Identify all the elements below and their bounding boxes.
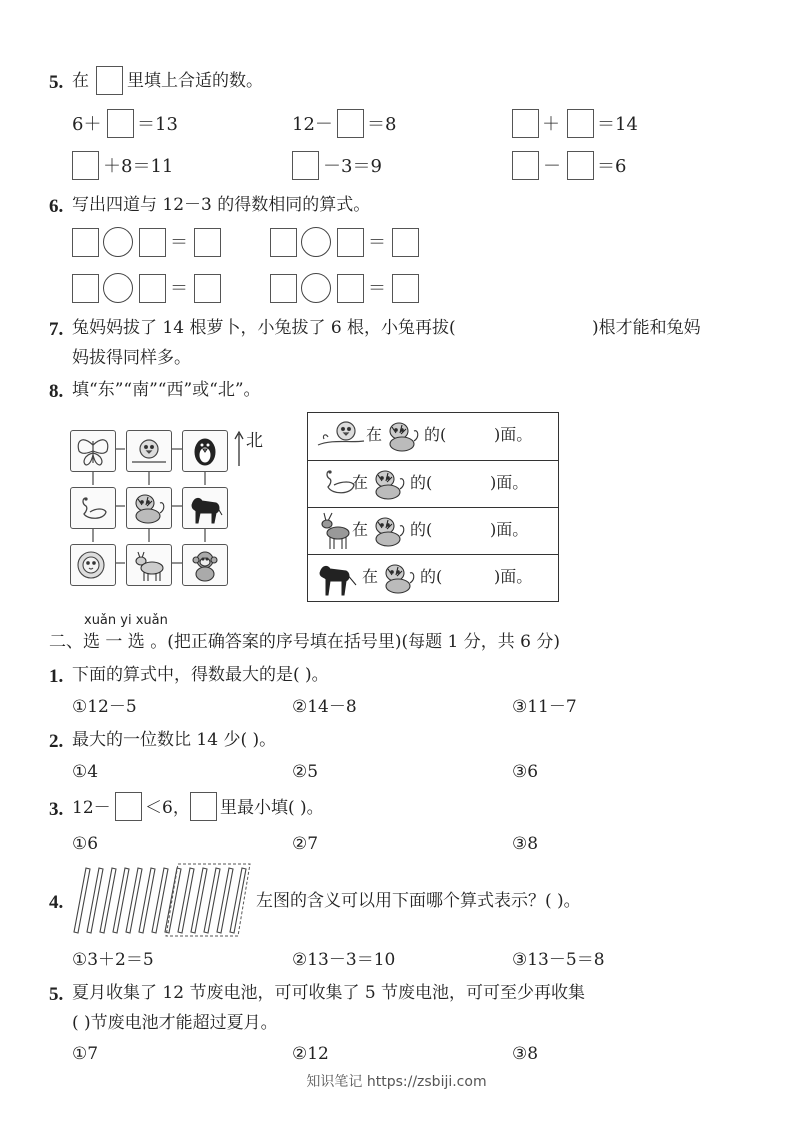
horse-icon bbox=[316, 559, 362, 599]
operator-circle bbox=[301, 227, 331, 257]
swan-icon bbox=[70, 487, 116, 529]
direction-table bbox=[307, 412, 559, 602]
question-number: 4. bbox=[49, 892, 64, 913]
equation-text: ＋ bbox=[542, 114, 560, 135]
question-text: ( )节废电池才能超过夏月。 bbox=[72, 1013, 278, 1033]
equation-text: －3＝9 bbox=[323, 156, 382, 177]
row-text: 在 bbox=[366, 425, 383, 444]
sticks-figure bbox=[68, 862, 252, 938]
answer-box bbox=[392, 274, 419, 303]
equals-sign: ＝ bbox=[170, 232, 188, 253]
answer-box bbox=[72, 151, 99, 180]
answer-box bbox=[190, 792, 217, 821]
row-text: 在 bbox=[352, 473, 369, 492]
chick-icon bbox=[126, 430, 172, 472]
deer-icon bbox=[126, 544, 172, 586]
question-text: 左图的含义可以用下面哪个算式表示？( )。 bbox=[256, 891, 581, 911]
answer-box bbox=[96, 66, 123, 95]
operator-circle bbox=[301, 273, 331, 303]
answer-box bbox=[72, 274, 99, 303]
answer-box bbox=[567, 151, 594, 180]
option: ②14－8 bbox=[292, 697, 357, 717]
option: ③6 bbox=[512, 762, 539, 782]
equation-text: － bbox=[543, 156, 561, 177]
answer-box bbox=[139, 274, 166, 303]
option: ①12－5 bbox=[72, 697, 137, 717]
answer-box bbox=[512, 109, 539, 138]
lion-icon bbox=[70, 544, 116, 586]
equation-text: ＋8＝11 bbox=[103, 156, 174, 177]
row-text: 在 bbox=[362, 567, 379, 586]
section-title: 二、选 一 选 。(把正确答案的序号填在括号里)(每题 1 分，共 6 分) bbox=[49, 632, 560, 652]
question-number: 2. bbox=[49, 731, 64, 752]
answer-box bbox=[194, 274, 221, 303]
equation-text: ＝14 bbox=[597, 114, 638, 135]
option: ②13－3＝10 bbox=[292, 950, 396, 970]
equation-text: 12－ bbox=[292, 114, 333, 135]
option: ①6 bbox=[72, 834, 99, 854]
option: ②12 bbox=[292, 1044, 329, 1064]
answer-box bbox=[115, 792, 142, 821]
question-text: 里最小填( )。 bbox=[220, 798, 324, 818]
penguin-icon bbox=[182, 430, 228, 472]
deer-icon bbox=[316, 511, 356, 551]
question-text: 里填上合适的数。 bbox=[127, 71, 263, 91]
question-number: 3. bbox=[49, 799, 64, 820]
question-number: 1. bbox=[49, 666, 64, 687]
question-text: 在 bbox=[72, 71, 89, 91]
row-text: )面。 bbox=[494, 425, 533, 444]
question-text: 写出四道与 12－3 的得数相同的算式。 bbox=[72, 195, 371, 215]
question-text: 最大的一位数比 14 少( )。 bbox=[72, 730, 277, 750]
option: ③11－7 bbox=[512, 697, 577, 717]
row-text: )面。 bbox=[490, 473, 529, 492]
operator-circle bbox=[103, 273, 133, 303]
option: ③8 bbox=[512, 834, 539, 854]
table-row bbox=[308, 507, 558, 554]
table-row bbox=[308, 554, 558, 601]
question-text: 下面的算式中，得数最大的是( )。 bbox=[72, 665, 329, 685]
chick-icon bbox=[316, 417, 366, 455]
tiger-icon bbox=[370, 512, 410, 550]
answer-box bbox=[337, 109, 364, 138]
question-number: 8. bbox=[49, 381, 64, 402]
row-text: 的( bbox=[410, 473, 433, 492]
equals-sign: ＝ bbox=[368, 232, 386, 253]
section-pinyin: xuǎn yi xuǎn bbox=[84, 613, 168, 628]
question-number: 7. bbox=[49, 319, 64, 340]
footer-watermark: 知识笔记 https://zsbiji.com bbox=[306, 1074, 487, 1090]
question-text: 12－ bbox=[72, 798, 111, 818]
answer-box bbox=[392, 228, 419, 257]
answer-box bbox=[567, 109, 594, 138]
question-text: )根才能和兔妈 bbox=[592, 318, 701, 338]
north-arrow-icon bbox=[234, 430, 244, 468]
equation-text: 6＋ bbox=[72, 114, 102, 135]
answer-box bbox=[139, 228, 166, 257]
question-text: 夏月收集了 12 节废电池，可可收集了 5 节废电池，可可至少再收集 bbox=[72, 983, 586, 1003]
equals-sign: ＝ bbox=[170, 278, 188, 299]
option: ①3＋2＝5 bbox=[72, 950, 154, 970]
monkey-icon bbox=[182, 544, 228, 586]
row-text: 在 bbox=[352, 520, 369, 539]
option: ③13－5＝8 bbox=[512, 950, 605, 970]
option: ②7 bbox=[292, 834, 319, 854]
horse-icon bbox=[182, 487, 228, 529]
question-number: 5. bbox=[49, 72, 64, 93]
question-number: 5. bbox=[49, 984, 64, 1005]
butterfly-icon bbox=[70, 430, 116, 472]
equation-text: ＝6 bbox=[597, 156, 627, 177]
row-text: 的( bbox=[420, 567, 443, 586]
answer-box bbox=[107, 109, 134, 138]
question-text: 兔妈妈拔了 14 根萝卜，小兔拔了 6 根，小兔再拔( bbox=[72, 318, 456, 338]
row-text: )面。 bbox=[494, 567, 533, 586]
operator-circle bbox=[103, 227, 133, 257]
equation-text: ＝13 bbox=[137, 114, 178, 135]
table-row bbox=[308, 413, 558, 459]
answer-box bbox=[337, 228, 364, 257]
answer-box bbox=[194, 228, 221, 257]
row-text: )面。 bbox=[490, 520, 529, 539]
tiger-icon bbox=[370, 465, 410, 503]
option: ③8 bbox=[512, 1044, 539, 1064]
answer-box bbox=[292, 151, 319, 180]
option: ①7 bbox=[72, 1044, 99, 1064]
row-text: 的( bbox=[410, 520, 433, 539]
question-text: ＜6， bbox=[145, 798, 190, 818]
tiger-icon bbox=[384, 417, 424, 455]
question-text: 填“东”“南”“西”或“北”。 bbox=[72, 380, 261, 400]
answer-box bbox=[270, 274, 297, 303]
row-text: 的( bbox=[424, 425, 447, 444]
answer-box bbox=[512, 151, 539, 180]
equation-text: ＝8 bbox=[367, 114, 397, 135]
north-label: 北 bbox=[246, 431, 263, 451]
question-text: 妈拔得同样多。 bbox=[72, 348, 191, 368]
tiger-icon bbox=[126, 487, 172, 529]
option: ②5 bbox=[292, 762, 319, 782]
equals-sign: ＝ bbox=[368, 278, 386, 299]
tiger-icon bbox=[380, 559, 420, 597]
answer-box bbox=[337, 274, 364, 303]
answer-box bbox=[72, 228, 99, 257]
question-number: 6. bbox=[49, 196, 64, 217]
option: ①4 bbox=[72, 762, 99, 782]
answer-box bbox=[270, 228, 297, 257]
table-row bbox=[308, 460, 558, 507]
